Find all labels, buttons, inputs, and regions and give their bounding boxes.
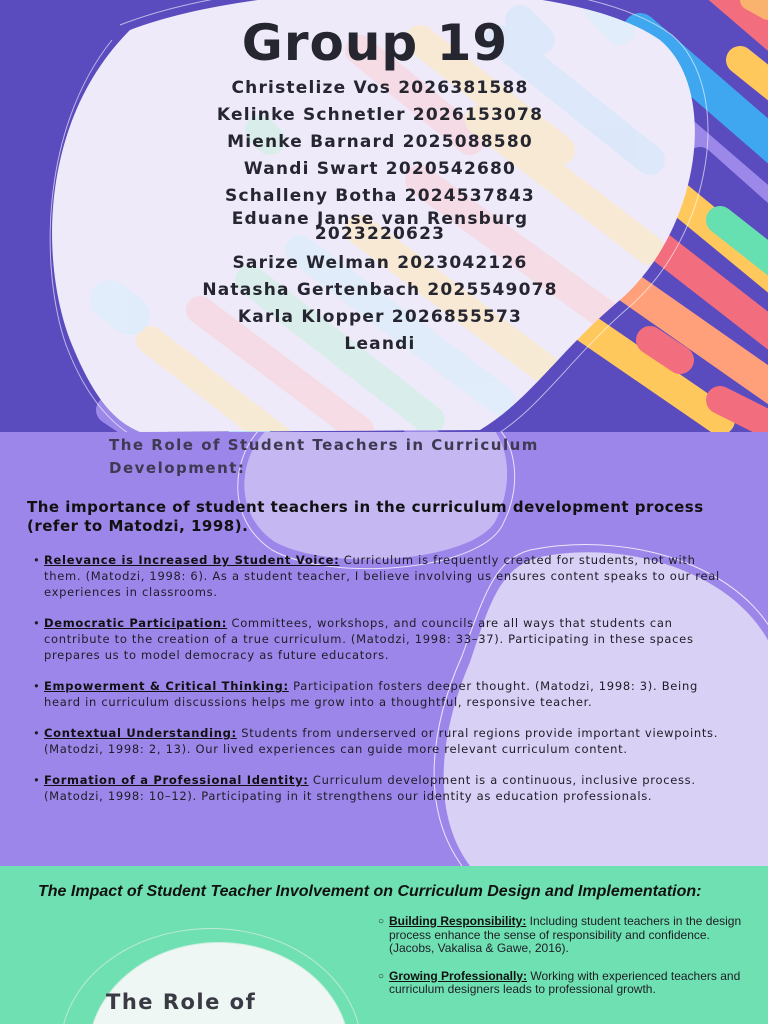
- bullet-text: Curriculum development is a continuous, inclusive process. (Matodzi, 1998: 10–12). Participating in it strengthens our identity as education professionals.: [44, 773, 696, 803]
- bullet-text: Committees, workshops, and councils are all ways that students can contribute to the creation of a true curriculum. (Matodzi, 1998: 33–37). Participating in these spaces prepares us to model democracy as future educators.: [44, 616, 694, 662]
- impact-bullet-list: [378, 914, 754, 1011]
- bullet-icon: •: [33, 553, 41, 567]
- bullet-text: Working with experienced teachers and curriculum designers leads to professional growth.: [389, 968, 741, 996]
- bubble-heading: The Role of: [106, 990, 257, 1014]
- bullet-icon: •: [33, 616, 41, 630]
- list-item: [378, 914, 754, 956]
- member-name: Schalleny Botha 2024537843: [225, 186, 535, 206]
- role-slide-subtitle: The importance of student teachers in the curriculum development process (refer to Matodzi, 1998).: [27, 498, 704, 535]
- bullet-label: Growing Professionally:: [389, 968, 528, 983]
- circle-bullet-icon: ○: [378, 916, 385, 927]
- role-slide-title: The Role of Student Teachers in Curriculum Development:: [109, 436, 539, 477]
- impact-slide: [0, 866, 768, 1024]
- title-slide: [0, 0, 768, 432]
- bullet-text: Participation fosters deeper thought. (Matodzi, 1998: 3). Being heard in curriculum discussions helps me grow into a thoughtful, responsive teacher.: [44, 679, 698, 709]
- bullet-label: Contextual Understanding:: [44, 726, 237, 740]
- list-item: [378, 968, 754, 997]
- bullet-label: Building Responsibility:: [389, 914, 527, 928]
- list-item: [33, 725, 733, 757]
- bullet-icon: •: [33, 679, 41, 693]
- member-name: Mienke Barnard 2025088580: [227, 132, 533, 152]
- bullet-label: Formation of a Professional Identity:: [44, 773, 309, 787]
- member-name: Kelinke Schnetler 2026153078: [216, 105, 544, 125]
- circle-bullet-icon: ○: [378, 970, 385, 982]
- member-name: Leandi: [344, 334, 416, 354]
- member-name: Karla Klopper 2026855573: [237, 307, 523, 327]
- bullet-label: Relevance is Increased by Student Voice:: [44, 553, 340, 567]
- role-slide: [0, 432, 768, 866]
- bullet-icon: •: [33, 726, 41, 740]
- member-list: [0, 77, 760, 360]
- member-name: Wandi Swart 2020542680: [243, 159, 517, 179]
- member-name: Eduane Janse van Rensburg 2023220623: [231, 209, 529, 244]
- member-name: Sarize Welman 2023042126: [232, 253, 528, 273]
- list-item: [33, 678, 733, 710]
- bullet-icon: •: [33, 773, 41, 787]
- list-item: [33, 615, 733, 663]
- member-name: Natasha Gertenbach 2025549078: [202, 280, 558, 300]
- bullet-label: Democratic Participation:: [44, 616, 228, 630]
- list-item: [33, 772, 733, 804]
- bullet-label: Empowerment & Critical Thinking:: [44, 679, 289, 693]
- impact-slide-title: The Impact of Student Teacher Involvement on Curriculum Design and Implementation:: [38, 883, 702, 900]
- member-name: Christelize Vos 2026381588: [231, 78, 529, 98]
- list-item: [33, 552, 733, 600]
- bullet-text: Curriculum is frequently created for students, not with them. (Matodzi, 1998: 6). As a student teacher, I believe involving us ensures content speaks to our real experiences in classrooms.: [44, 553, 720, 599]
- bullet-text: Students from underserved or rural regions provide important viewpoints. (Matodzi, 1998: 2, 13). Our lived experiences can guide more relevant curriculum content.: [44, 726, 719, 756]
- bullet-text: Including student teachers in the design process enhance the sense of responsibility and confidence. (Jacobs, Vakalisa & Gawe, 2016).: [389, 914, 742, 955]
- role-bullet-list: [33, 552, 733, 819]
- group-title: Group 19: [241, 14, 509, 72]
